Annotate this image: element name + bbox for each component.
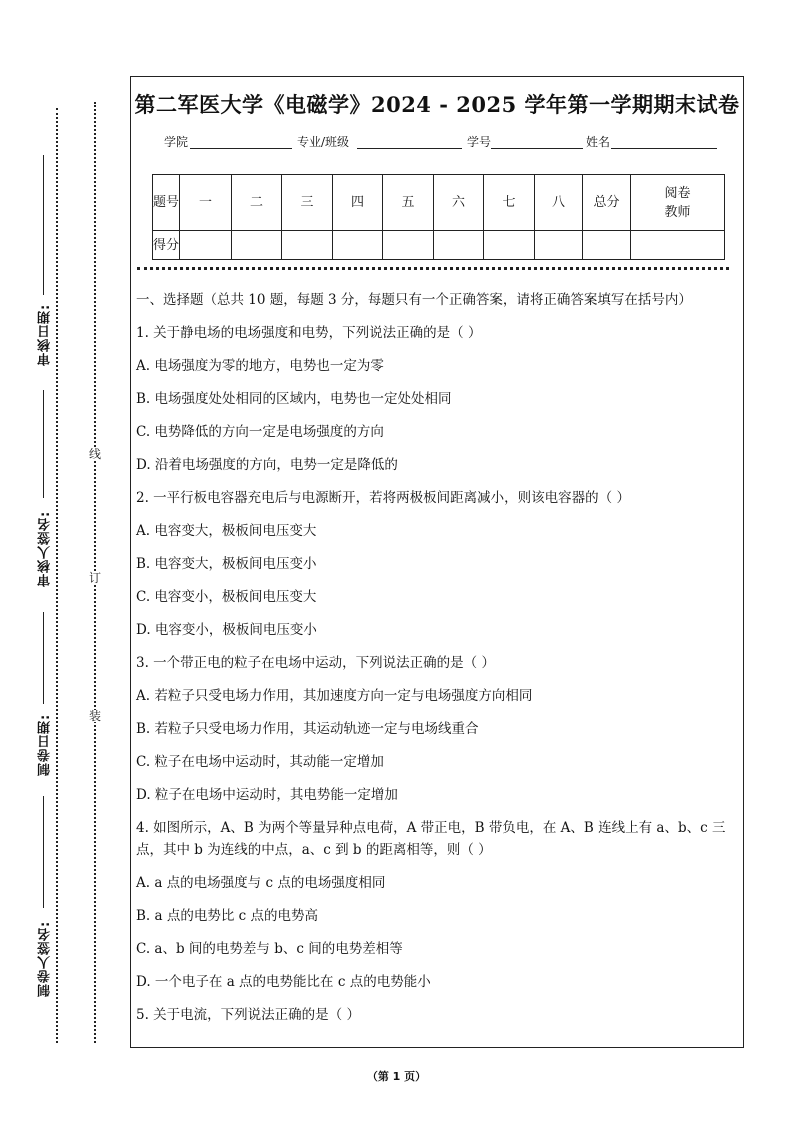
score-cell[interactable] — [535, 231, 583, 260]
option-text: B. 若粒子只受电场力作用，其运动轨迹一定与电场线重合 — [136, 721, 479, 737]
review-date-label: 审核日期: — [38, 303, 53, 366]
option-text: B. 电容变大，极板间电压变小 — [136, 556, 317, 572]
score-cell[interactable] — [180, 231, 232, 260]
score-header-cell: 八 — [535, 175, 583, 231]
score-header-cell: 总分 — [583, 175, 631, 231]
signature-dotted-line — [56, 108, 58, 1043]
question-stem: 1. 关于静电场的电场强度和电势，下列说法正确的是（ ） — [136, 325, 482, 341]
reviewer-signature-line — [43, 390, 44, 498]
score-header-cell: 五 — [383, 175, 434, 231]
option-text: C. 电容变小，极板间电压变大 — [136, 589, 317, 605]
question-stem: 4. 如图所示，A、B 为两个等量异种点电荷，A 带正电，B 带负电，在 A、B 连线上有 a、b、c 三点，其中 b 为连线的中点，a、c 到 b 的距离相等，则（ ） — [136, 820, 726, 858]
name-field[interactable] — [611, 148, 717, 149]
score-header-cell: 四 — [333, 175, 383, 231]
college-label: 学院 — [164, 135, 189, 149]
score-cell[interactable] — [282, 231, 333, 260]
major-class-label: 专业/班级 — [297, 135, 350, 149]
exam-frame — [130, 76, 744, 1048]
maker-signature-label: 制卷人签名: — [38, 920, 53, 998]
question-stem: 2. 一平行板电容器充电后与电源断开，若将两极板间距离减小，则该电容器的（ ） — [136, 490, 630, 506]
binding-char-staple: 订 — [89, 571, 102, 585]
name-label: 姓名 — [586, 135, 611, 149]
exam-date-label: 制卷日期: — [38, 713, 53, 776]
score-cell[interactable] — [232, 231, 282, 260]
option-text: A. 电场强度为零的地方，电势也一定为零 — [136, 358, 384, 374]
score-header-row — [153, 175, 725, 231]
review-date-line — [43, 155, 44, 295]
binding-char-seal: 装 — [89, 709, 102, 723]
major-class-field[interactable] — [357, 148, 462, 149]
score-header-cell: 一 — [180, 175, 232, 231]
student-info-row — [164, 133, 724, 151]
score-header-cell: 二 — [232, 175, 282, 231]
student-id-field[interactable] — [491, 148, 583, 149]
score-header-cell: 题号 — [153, 175, 180, 231]
score-header-cell: 三 — [282, 175, 333, 231]
section-heading: 一、选择题（总共 10 题，每题 3 分，每题只有一个正确答案，请将正确答案填写在括号内） — [136, 292, 692, 308]
option-text: C. 粒子在电场中运动时，其动能一定增加 — [136, 754, 384, 770]
option-text: B. 电场强度处处相同的区域内，电势也一定处处相同 — [136, 391, 452, 407]
option-text: C. a、b 间的电势差与 b、c 间的电势差相等 — [136, 941, 403, 957]
score-cell[interactable] — [583, 231, 631, 260]
option-text: B. a 点的电势比 c 点的电势高 — [136, 908, 318, 924]
option-text: A. a 点的电场强度与 c 点的电场强度相同 — [136, 875, 386, 891]
score-cell[interactable] — [383, 231, 434, 260]
score-cell[interactable] — [434, 231, 484, 260]
exam-date-line — [43, 612, 44, 704]
option-text: D. 一个电子在 a 点的电势能比在 c 点的电势能小 — [136, 974, 431, 990]
option-text: D. 粒子在电场中运动时，其电势能一定增加 — [136, 787, 398, 803]
maker-signature-line — [43, 796, 44, 908]
question-stem: 5. 关于电流，下列说法正确的是（ ） — [136, 1007, 360, 1023]
score-row-label: 得分 — [153, 231, 180, 260]
score-header-cell: 七 — [484, 175, 535, 231]
option-text: D. 电容变小，极板间电压变小 — [136, 622, 317, 638]
question-stem: 3. 一个带正电的粒子在电场中运动，下列说法正确的是（ ） — [136, 655, 495, 671]
score-cell[interactable] — [631, 231, 725, 260]
score-table — [152, 174, 725, 260]
section-separator — [137, 267, 729, 270]
score-header-cell: 阅卷教师 — [631, 175, 725, 231]
question-area — [136, 289, 738, 1037]
reviewer-signature-label: 审核人签名: — [38, 510, 53, 588]
score-row — [153, 231, 725, 260]
score-cell[interactable] — [333, 231, 383, 260]
college-field[interactable] — [190, 148, 292, 149]
page-footer: （第 1 页） — [366, 1070, 427, 1083]
option-text: C. 电势降低的方向一定是电场强度的方向 — [136, 424, 384, 440]
score-header-cell: 六 — [434, 175, 484, 231]
binding-char-line: 线 — [89, 447, 102, 461]
student-id-label: 学号 — [467, 135, 492, 149]
option-text: D. 沿着电场强度的方向，电势一定是降低的 — [136, 457, 398, 473]
option-text: A. 电容变大，极板间电压变大 — [136, 523, 317, 539]
option-text: A. 若粒子只受电场力作用，其加速度方向一定与电场强度方向相同 — [136, 688, 533, 704]
exam-title: 第二军医大学《电磁学》2024 - 2025 学年第一学期期末试卷 — [134, 92, 740, 117]
score-cell[interactable] — [484, 231, 535, 260]
